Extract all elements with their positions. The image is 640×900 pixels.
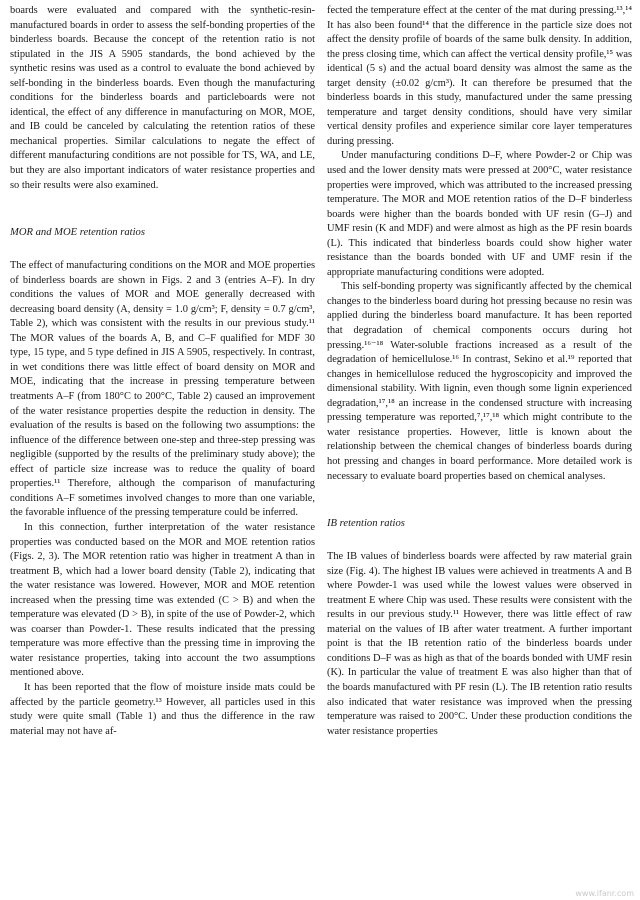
watermark-text: www.ifanr.com — [575, 889, 634, 898]
body-paragraph: Under manufacturing conditions D–F, where Powder-2 or Chip was used and the lower density mats were pressed at 200°C, water resistance properties were improved, which was attributed to the increased pressing temperature. The MOR and MOE retention ratios of the D–F binderless boards were higher than the boards bonded with UF resin (G–J) and UMF resin (K and MDF) and were almost as high as the PF resin boards (L). This indicated that binderless boards could show higher water resistance than the boards bonded with UF and UMF resin if the appropriate manufacturing conditions were adopted. — [327, 150, 632, 278]
left-column — [10, 4, 315, 900]
body-paragraph: The effect of manufacturing conditions on the MOR and MOE properties of binderless boards are shown in Figs. 2 and 3 (entries A–F). In dry conditions the values of MOR and MOE generally decreased with decreasing board density (A, density = 1.0 g/cm³; F, density = 0.7 g/cm³, Table 2), which was consistent with the results in our previous study.¹¹ The MOR values of the boards A, B, and C–F qualified for MDF 30 type, 15 type, and 5 type defined in JIS A 5905, respectively. In contrast, in wet conditions there was little effect of board density on MOR and MOE, indicating that the increase in pressing temperature between treatments A–F (from 180°C to 200°C, Table 2) caused an improvement of the water resistance properties despite the reduction in density. The evaluation of the results is based on the following two assumptions: the influence of the difference between one-step and three-step pressing was negligible (supported by the results of the preliminary study above); the effect of particle size increase was to reduce the quality of board properties.¹¹ Therefore, although the comparison of manufacturing conditions A–F sometimes involved changes to more than one variable, the favorable influence of the pressing temperature could be inferred. — [10, 260, 315, 519]
body-paragraph: It has been reported that the flow of moisture inside mats could be affected by the particle geometry.¹³ However, all particles used in this study were quite small (Table 1) and thus the difference in the raw material may not have af- — [10, 681, 315, 737]
section-heading-mor-moe: MOR and MOE retention ratios — [10, 227, 145, 239]
right-column — [327, 4, 632, 900]
body-paragraph: In this connection, further interpretation of the water resistance properties was conducted based on the MOR and MOE retention ratios (Figs. 2, 3). The MOR retention ratio was higher in treatment A than in treatment B, which had a lower board density (Table 2), indicating that the water resistance was lowered. However, MOR and MOE retention increased when the pressing time was extended (C > B) and when the temperature was elevated (D > B), in spite of the use of Powder-2, which was coarser than Powder-1. These results indicated that the pressing temperature was more effective than the pressing time in improving the water resistance properties, taking into account the two assumptions mentioned above. — [10, 521, 315, 679]
section-heading-ib: IB retention ratios — [327, 518, 405, 530]
body-paragraph: boards were evaluated and compared with the synthetic-resin-manufactured boards in order to assess the self-bonding properties of the binderless boards. Because the concept of the retention ratio is not stipulated in the JIS A 5905 standards, the bond achieved by the synthetic resins was used as a control to evaluate the bond achieved by self-bonding in the binderless boards. Even though the manufacturing conditions for the binderless boards and particleboards were not identical, the effect of any difference in manufacturing on MOR, MOE, and IB could be canceled by calculating the retention ratios of these mechanical properties. Similar calculations to negate the effect of different manufacturing conditions are not possible for TS, WA, and LE, but they are also important indicators of water resistance properties and so their results were also examined. — [10, 5, 315, 191]
paragraph-gap — [10, 193, 315, 205]
paragraph-gap — [327, 484, 632, 496]
body-paragraph: fected the temperature effect at the center of the mat during pressing.¹³,¹⁴ It has also been found¹⁴ that the difference in the particle size does not affect the density profile of boards of the same bulk density. In addition, the press closing time, which can affect the vertical density profile,¹⁵ was identical (5 s) and the actual board density was almost the same as the target density (±0.02 g/cm³). It can therefore be presumed that the binderless boards in this study, manufactured under the same pressing temperature and target density conditions, should have very similar vertical density profiles and experience similar core layer temperatures during pressing. — [327, 5, 632, 147]
body-paragraph: The IB values of binderless boards were affected by raw material grain size (Fig. 4). The highest IB values were achieved in treatments A and B where Powder-1 was used while the lowest values were observed in treatment E where Chip was used. These results were consistent with the results in our previous study.¹¹ However, there was little effect of raw material on the values of IB after water treatment. A further important point is that the IB retention ratio of the binderless boards under conditions D–F was as high as that of the boards bonded with UMF resin (K). In particular the value of treatment E was also higher than that of the boards manufactured with PF resin (L). The IB retention ratio results also indicated that water resistance was improved when the pressing temperature was raised to 200°C. Under these production conditions the water resistance properties — [327, 551, 632, 737]
body-paragraph: This self-bonding property was significantly affected by the chemical changes to the binderless board during hot pressing because no resin was applied during the binderless board manufacture. It has been reported that degradation of chemical components occurs during hot pressing.¹⁶⁻¹⁸ Water-soluble fractions increased as a result of the degradation of hemicellulose.¹⁶ In contrast, Sekino et al.¹⁹ reported that changes in hemicellulose reduced the hygroscopicity and improved the dimensional stability. With lignin, even though some lignin experienced degradation,¹⁷,¹⁸ an increase in the condensed structure with increasing pressing temperature was reported,⁷,¹⁷,¹⁸ which might contribute to the water resistance properties. However, little is known about the relationship between the chemical changes of binderless boards during hot pressing and changes in board performance. More detailed work is necessary to evaluate board properties based on chemical analyses. — [327, 281, 632, 482]
